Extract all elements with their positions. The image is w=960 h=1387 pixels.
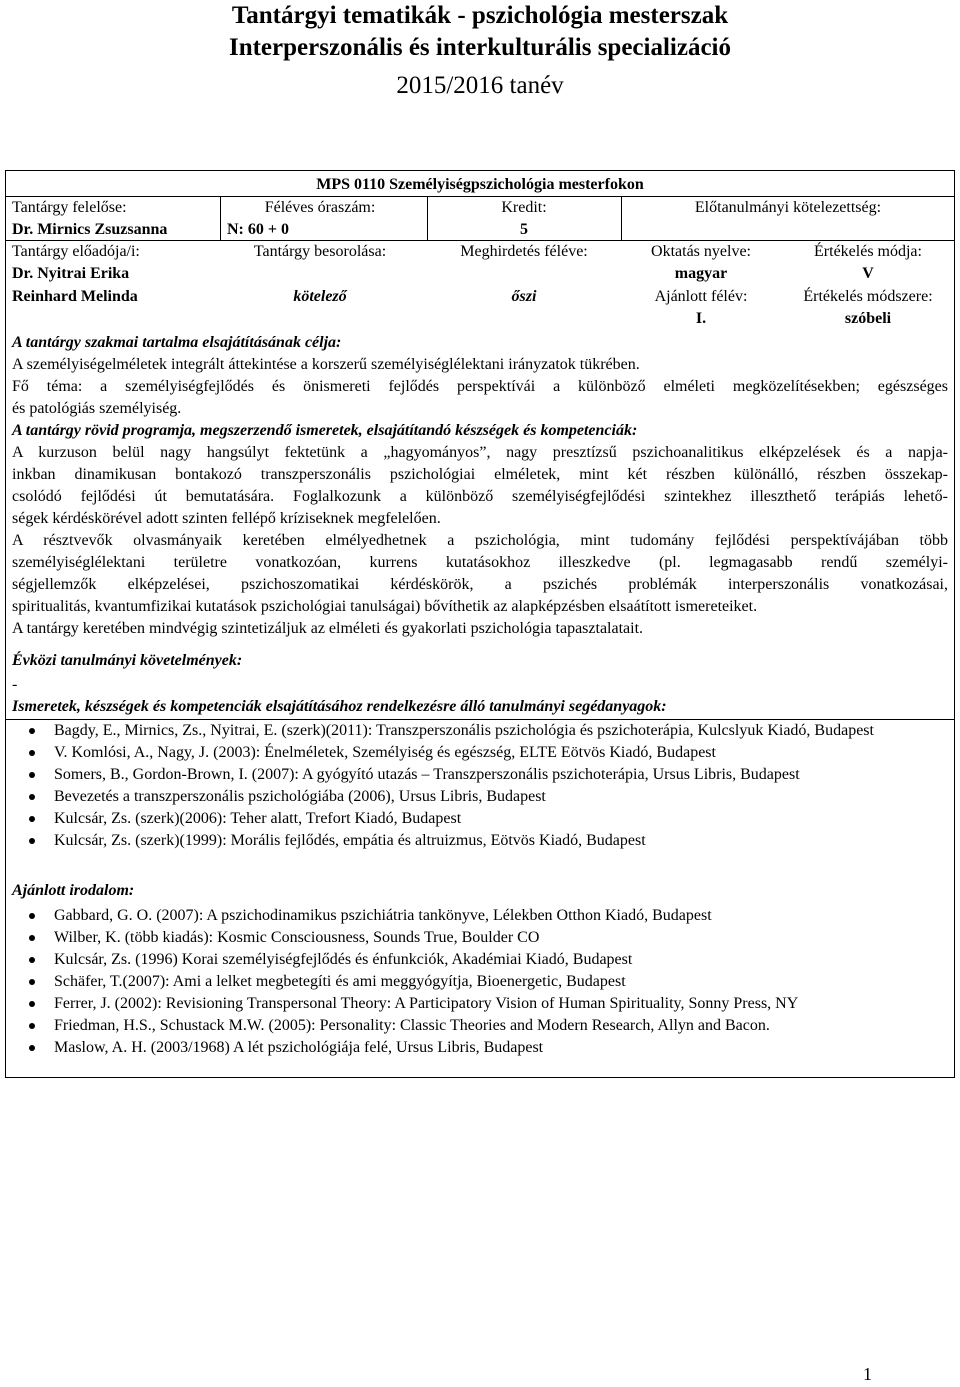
program-line: ségek kérdéskörével adott szinten fellépő kríziseknek megfelelően. [12, 510, 441, 527]
evaluation-method-value: szóbeli [844, 310, 892, 327]
goal-line: Fő téma: a személyiségfejlődés és önismereti fejlődés perspektívái a különböző elméleti megközelítésekben; egészséges [12, 378, 948, 395]
goal-line: A személyiségelméletek integrált áttekintése a korszerű személyiséglélektani irányzatok tükrében. [12, 356, 640, 373]
recommended-semester-value: I. [695, 310, 707, 327]
responsible-name: Dr. Mirnics Zsuzsanna [12, 221, 168, 238]
lecturer-name: Reinhard Melinda [12, 288, 138, 305]
course-title: MPS 0110 Személyiségpszichológia mesterfokon [316, 176, 644, 193]
recommended-semester-label: Ajánlott félév: [654, 288, 748, 305]
materials-item: Somers, B., Gordon-Brown, I. (2007): A gyógyító utazás – Transzperszonális pszichoterápia, Ursus Libris, Budapest [0, 764, 950, 786]
program-line: személyiséglélektani területre vonatkozóan, kurrens kutatásokhoz illeszkedve (pl. legmagasabb rendű személyi- [12, 554, 948, 571]
semester-label: Meghirdetés féléve: [460, 243, 588, 260]
language-label: Oktatás nyelve: [651, 243, 751, 260]
recommended-item: Kulcsár, Zs. (1996) Korai személyiségfejlődés és énfunkciók, Akadémiai Kiadó, Budapest [0, 949, 950, 971]
materials-item: Bagdy, E., Mirnics, Zs., Nyitrai, E. (szerk)(2011): Transzperszonális pszichológia és pszichoterápia, Kulcslyuk Kiadó, Budapest [0, 720, 950, 742]
materials-heading: Ismeretek, készségek és kompetenciák elsajátításához rendelkezésre álló tanulmányi segédanyagok: [12, 698, 667, 715]
goal-line: és patológiás személyiség. [12, 400, 182, 417]
program-line: csolódó fejlődési út bemutatására. Foglalkozunk a különböző személyiségfejlődési szintekhez illeszthető terápiás lehető- [12, 488, 948, 505]
recommended-list [0, 905, 960, 1059]
academic-year: 2015/2016 tanév [396, 72, 564, 99]
language-value: magyar [674, 265, 728, 282]
semester-value: őszi [511, 288, 537, 305]
requirements-heading: Évközi tanulmányi követelmények: [12, 652, 243, 669]
credit-value: 5 [520, 221, 528, 238]
evaluation-mode-value: V [862, 265, 874, 282]
recommended-item: Friedman, H.S., Schustack M.W. (2005): Personality: Classic Theories and Modern Research, Allyn and Bacon. [0, 1015, 950, 1037]
program-heading: A tantárgy rövid programja, megszerzendő ismeretek, elsajátítandó készségek és kompetenciák: [12, 422, 638, 439]
page-number: 1 [863, 1364, 872, 1384]
divider [621, 196, 622, 240]
divider [427, 196, 428, 240]
materials-item: Kulcsár, Zs. (szerk)(1999): Morális fejlődés, empátia és altruizmus, Eötvös Kiadó, Budapest [0, 830, 950, 852]
classification-label: Tantárgy besorolása: [253, 243, 387, 260]
evaluation-method-label: Értékelés módszere: [803, 288, 933, 305]
goal-text [12, 354, 948, 420]
materials-item: V. Komlósi, A., Nagy, J. (2003): Énelméletek, Személyiség és egészség, ELTE Eötvös Kiadó, Budapest [0, 742, 950, 764]
requirements-value: - [12, 676, 18, 693]
materials-list [0, 720, 960, 852]
hours-label: Féléves óraszám: [264, 199, 376, 216]
divider [220, 196, 221, 240]
recommended-item: Maslow, A. H. (2003/1968) A lét pszichológiája felé, Ursus Libris, Budapest [0, 1037, 950, 1059]
classification-value: kötelező [293, 288, 347, 305]
table-bottom-border [5, 1077, 955, 1078]
recommended-item: Gabbard, G. O. (2007): A pszichodinamikus pszichiátria tankönyve, Lélekben Otthon Kiadó, Budapest [0, 905, 950, 927]
recommended-item: Ferrer, J. (2002): Revisioning Transpersonal Theory: A Participatory Vision of Human Spirituality, Sonny Press, NY [0, 993, 950, 1015]
lecturer-label: Tantárgy előadója/i: [12, 243, 140, 260]
program-line: spiritualitás, kvantumfizikai kutatások pszichológiai tanulságai) bővíthetik az alapképzésben elsaátított ismereteiket. [12, 598, 758, 615]
program-line: ségjellemzők elképzelései, pszichoszomatikai kérdéskörök, a pszichés problémák interperszonális vonatkozásai, [12, 576, 948, 593]
document-subtitle: Interperszonális és interkulturális specializáció [228, 34, 732, 61]
materials-item: Kulcsár, Zs. (szerk)(2006): Teher alatt, Trefort Kiadó, Budapest [0, 808, 950, 830]
materials-item: Bevezetés a transzperszonális pszichológiába (2006), Ursus Libris, Budapest [0, 786, 950, 808]
document-title: Tantárgyi tematikák - pszichológia mesterszak [231, 2, 729, 29]
credit-label: Kredit: [501, 199, 547, 216]
evaluation-mode-label: Értékelés módja: [814, 243, 922, 260]
responsible-label: Tantárgy felelőse: [12, 199, 127, 216]
program-line: inkban dinamikusan bontakozó transzperszonális pszichológiai elméletek, mint két részben különálló, részben összekap- [12, 466, 948, 483]
goal-heading: A tantárgy szakmai tartalma elsajátításának célja: [12, 334, 342, 351]
program-line: A kurzuson belül nagy hangsúlyt fektetünk a „hagyományos”, nagy presztízsű pszichoanalitikus elképzelések és a napja- [12, 444, 948, 461]
hours-value: N: 60 + 0 [227, 221, 289, 238]
prerequisite-label: Előtanulmányi kötelezettség: [694, 199, 882, 216]
lecturer-name: Dr. Nyitrai Erika [12, 265, 130, 282]
program-line: A résztvevők olvasmányaik keretében elmélyedhetnek a pszichológia, mint tudomány fejlődési perspektívájában több [12, 532, 948, 549]
program-line: A tantárgy keretében mindvégig szintetizáljuk az elméleti és gyakorlati pszichológia tapasztalatait. [12, 620, 644, 637]
recommended-item: Wilber, K. (több kiadás): Kosmic Consciousness, Sounds True, Boulder CO [0, 927, 950, 949]
program-text [12, 442, 948, 640]
recommended-heading: Ajánlott irodalom: [12, 882, 135, 899]
recommended-item: Schäfer, T.(2007): Ami a lelket megbetegíti és ami meggyógyítja, Bioenergetic, Budapest [0, 971, 950, 993]
